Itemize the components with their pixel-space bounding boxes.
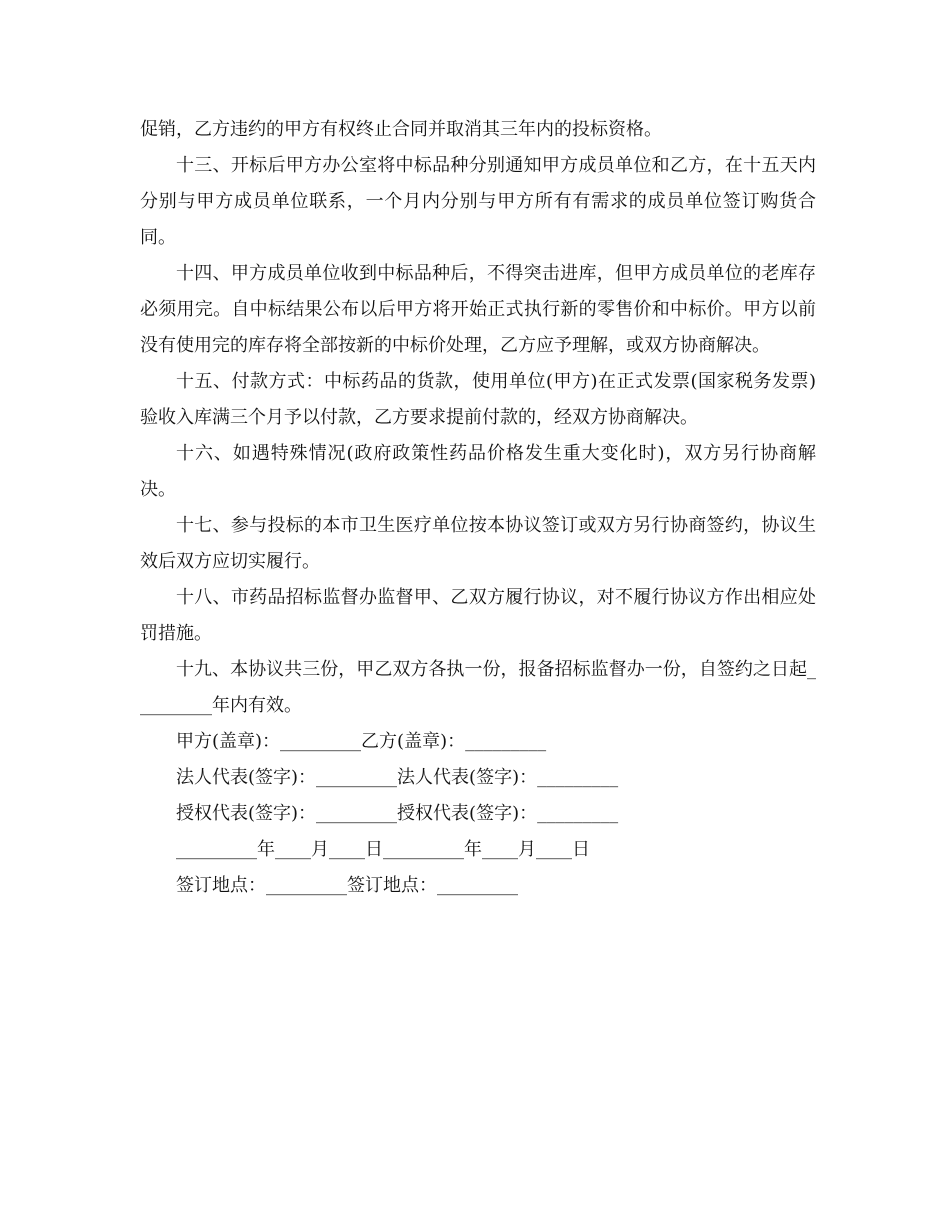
signing-date-line: _________年____月____日_________年____月____日 (176, 839, 590, 860)
seal-line: 甲方(盖章)：_________乙方(盖章)：_________ (176, 731, 547, 752)
paragraph-continuation: 促销，乙方违约的甲方有权终止合同并取消其三年内的投标资格。 (140, 119, 662, 140)
signature-block (140, 724, 816, 904)
paragraph-clause-14: 十四、甲方成员单位收到中标品种后，不得突击进库，但甲方成员单位的老库存必须用完。自中标结果公布以后甲方将开始正式执行新的零售价和中标价。甲方以前没有使用完的库存将全部按新的中标价处理，乙方应予理解，或双方协商解决。 (140, 263, 816, 356)
document-body (140, 112, 816, 904)
paragraph-clause-15: 十五、付款方式：中标药品的货款，使用单位(甲方)在正式发票(国家税务发票)验收入库满三个月予以付款，乙方要求提前付款的，经双方协商解决。 (140, 371, 816, 428)
authorized-representative-line: 授权代表(签字)：_________授权代表(签字)：_________ (176, 803, 619, 824)
legal-representative-line: 法人代表(签字)：_________法人代表(签字)：_________ (176, 767, 619, 788)
paragraph-clause-16: 十六、如遇特殊情况(政府政策性药品价格发生重大变化时)，双方另行协商解决。 (140, 443, 816, 500)
signing-place-line: 签订地点：_________签订地点：_________ (176, 875, 518, 896)
paragraph-clause-19: 十九、本协议共三份，甲乙双方各执一份，报备招标监督办一份，自签约之日起_________年内有效。 (140, 659, 816, 716)
paragraph-clause-13: 十三、开标后甲方办公室将中标品种分别通知甲方成员单位和乙方，在十五天内分别与甲方成员单位联系，一个月内分别与甲方所有有需求的成员单位签订购货合同。 (140, 155, 816, 248)
paragraph-clause-18: 十八、市药品招标监督办监督甲、乙双方履行协议，对不履行协议方作出相应处罚措施。 (140, 587, 816, 644)
paragraph-clause-17: 十七、参与投标的本市卫生医疗单位按本协议签订或双方另行协商签约，协议生效后双方应切实履行。 (140, 515, 816, 572)
